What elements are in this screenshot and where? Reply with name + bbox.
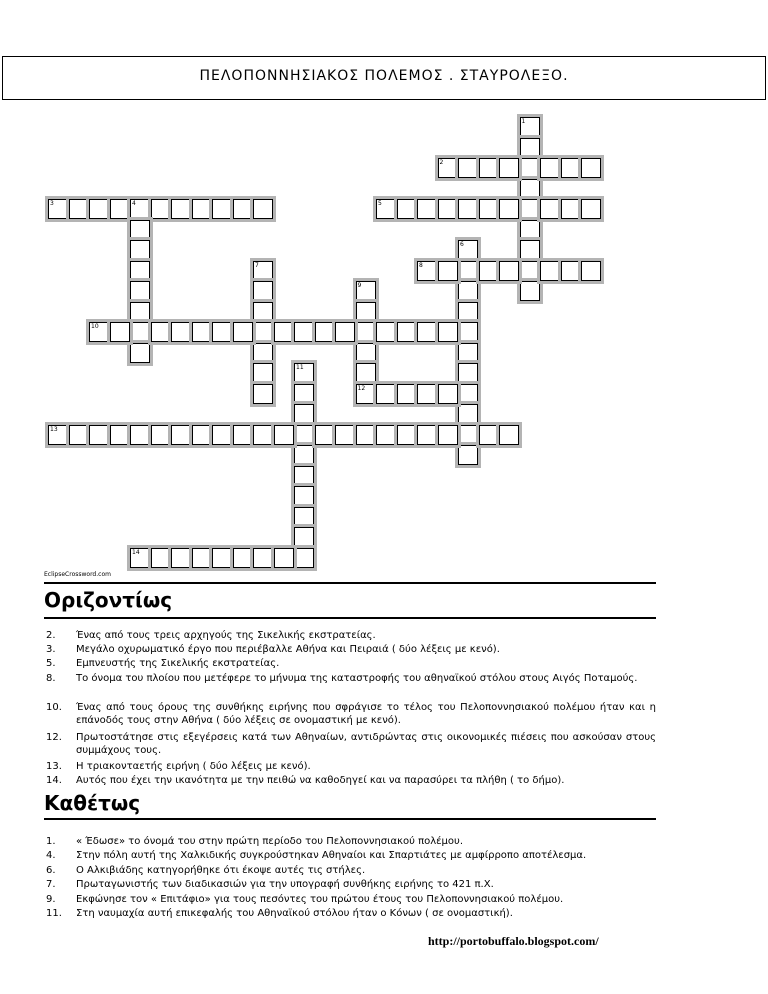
crossword-cell[interactable] xyxy=(520,220,540,240)
crossword-cell[interactable] xyxy=(192,322,212,342)
crossword-cell[interactable] xyxy=(458,302,478,322)
across-clue: 12. Πρωτοστάτησε στις εξεγέρσεις κατά των Αθηναίων, αντιδρώντας στις οικονομικές πιέσεις που ασκούσαν στους συμμάχους τους. xyxy=(46,732,656,756)
crossword-cell[interactable] xyxy=(130,240,150,260)
crossword-cell[interactable] xyxy=(233,322,253,342)
crossword-cell[interactable] xyxy=(233,425,253,445)
crossword-cell[interactable] xyxy=(438,322,458,342)
crossword-cell[interactable] xyxy=(540,158,560,178)
crossword-cell[interactable] xyxy=(212,199,232,219)
crossword-cell[interactable] xyxy=(458,261,478,281)
crossword-cell[interactable] xyxy=(130,302,150,322)
down-heading: Καθέτως xyxy=(44,791,141,815)
crossword-cell[interactable] xyxy=(376,425,396,445)
clue-number: 5 xyxy=(378,200,382,207)
crossword-cell[interactable] xyxy=(458,363,478,383)
across-clue: 5. Εμπνευστής της Σικελικής εκστρατείας. xyxy=(46,658,280,669)
crossword-cell[interactable] xyxy=(69,199,89,219)
crossword-cell[interactable] xyxy=(151,322,171,342)
crossword-cell[interactable] xyxy=(294,445,314,465)
crossword-cell[interactable] xyxy=(130,281,150,301)
crossword-cell[interactable] xyxy=(171,199,191,219)
clue-number: 12 xyxy=(357,384,366,392)
crossword-cell[interactable] xyxy=(110,199,130,219)
crossword-cell[interactable] xyxy=(458,322,478,342)
crossword-cell[interactable] xyxy=(212,548,232,568)
crossword-cell[interactable] xyxy=(212,322,232,342)
crossword-cell[interactable] xyxy=(458,199,478,219)
crossword-cell[interactable] xyxy=(130,425,150,445)
crossword-cell[interactable] xyxy=(520,138,540,158)
divider xyxy=(44,582,656,584)
clue-number: 7 xyxy=(255,261,259,269)
crossword-cell[interactable] xyxy=(397,425,417,445)
crossword-cell[interactable] xyxy=(253,548,273,568)
crossword-cell[interactable] xyxy=(130,343,150,363)
crossword-cell[interactable] xyxy=(520,240,540,260)
crossword-cell[interactable] xyxy=(438,261,458,281)
crossword-cell[interactable] xyxy=(151,199,171,219)
crossword-cell[interactable] xyxy=(294,384,314,404)
clue-number: 4 xyxy=(132,200,136,207)
crossword-cell[interactable] xyxy=(253,343,273,363)
crossword-cell[interactable] xyxy=(110,425,130,445)
crossword-cell[interactable] xyxy=(171,322,191,342)
crossword-cell[interactable] xyxy=(253,363,273,383)
crossword-cell[interactable] xyxy=(110,322,130,342)
crossword-cell[interactable] xyxy=(253,384,273,404)
down-clue: 11. Στη ναυμαχία αυτή επικεφαλής του Αθηναϊκού στόλου ήταν ο Κόνων ( σε ονομαστική). xyxy=(46,908,513,919)
crossword-cell[interactable] xyxy=(315,425,335,445)
crossword-cell[interactable] xyxy=(581,158,601,178)
across-clue: 8. Το όνομα του πλοίου που μετέφερε το μήνυμα της καταστροφής του αθηναϊκού στόλου στους Αιγός Ποταμούς. xyxy=(46,673,638,684)
crossword-cell[interactable] xyxy=(561,261,581,281)
crossword-cell[interactable] xyxy=(397,384,417,404)
crossword-cell[interactable] xyxy=(479,425,499,445)
crossword-cell[interactable] xyxy=(151,548,171,568)
crossword-cell[interactable] xyxy=(253,281,273,301)
crossword-cell[interactable] xyxy=(294,404,314,424)
divider xyxy=(44,617,656,619)
crossword-cell[interactable] xyxy=(581,199,601,219)
across-clue: 13. Η τριακονταετής ειρήνη ( δύο λέξεις με κενό). xyxy=(46,761,311,772)
crossword-cell[interactable] xyxy=(356,302,376,322)
crossword-cell[interactable] xyxy=(438,199,458,219)
crossword-cell[interactable] xyxy=(274,548,294,568)
crossword-cell[interactable] xyxy=(499,199,519,219)
crossword-cell[interactable] xyxy=(479,261,499,281)
crossword-cell[interactable] xyxy=(417,384,437,404)
crossword-cell[interactable] xyxy=(294,322,314,342)
clue-number: 13 xyxy=(50,425,58,433)
crossword-cell[interactable] xyxy=(581,261,601,281)
crossword-cell[interactable] xyxy=(294,548,314,568)
crossword-cell[interactable] xyxy=(479,158,499,178)
crossword-cell[interactable] xyxy=(253,322,273,342)
crossword-cell[interactable] xyxy=(356,425,376,445)
crossword-cell[interactable] xyxy=(458,158,478,178)
crossword-cell[interactable] xyxy=(151,425,171,445)
crossword-cell[interactable] xyxy=(397,199,417,219)
crossword-cell[interactable] xyxy=(212,425,232,445)
crossword-cell[interactable] xyxy=(520,158,540,178)
clue-number: 2 xyxy=(439,159,444,166)
crossword-cell[interactable] xyxy=(499,425,519,445)
down-clue: 1. « Έδωσε» το όνομά του στην πρώτη περίοδο του Πελοποννησιακού πολέμου. xyxy=(46,836,464,847)
clue-number: 8 xyxy=(419,261,423,269)
crossword-cell[interactable] xyxy=(438,384,458,404)
crossword-cell[interactable] xyxy=(335,322,355,342)
crossword-cell[interactable] xyxy=(438,425,458,445)
clue-number: 10 xyxy=(91,323,99,330)
clue-number: 3 xyxy=(50,200,54,207)
crossword-cell[interactable] xyxy=(561,199,581,219)
down-clue: 4. Στην πόλη αυτή της Χαλκιδικής συγκρούστηκαν Αθηναίοι και Σπαρτιάτες με αμφίρροπο αποτέλεσμα. xyxy=(46,850,587,861)
crossword-cell[interactable] xyxy=(294,486,314,506)
crossword-cell[interactable] xyxy=(130,220,150,240)
across-clue: 2. Ένας από τους τρεις αρχηγούς της Σικελικής εκστρατείας. xyxy=(46,630,376,641)
divider xyxy=(44,818,656,820)
clue-number: 11 xyxy=(296,364,304,371)
crossword-cell[interactable] xyxy=(417,322,437,342)
crossword-cell[interactable] xyxy=(561,158,581,178)
crossword-cell[interactable] xyxy=(356,322,376,342)
crossword-cell[interactable] xyxy=(253,425,273,445)
crossword-cell[interactable] xyxy=(274,322,294,342)
crossword-cell[interactable] xyxy=(520,179,540,199)
crossword-cell[interactable] xyxy=(130,261,150,281)
crossword-cell[interactable] xyxy=(499,158,519,178)
crossword-cell[interactable] xyxy=(356,343,376,363)
crossword-cell[interactable] xyxy=(192,548,212,568)
crossword-cell[interactable] xyxy=(458,425,478,445)
crossword-cell[interactable] xyxy=(294,507,314,527)
crossword-cell[interactable] xyxy=(540,199,560,219)
crossword-cell[interactable] xyxy=(192,425,212,445)
down-clue: 7. Πρωταγωνιστής των διαδικασιών για την υπογραφή συνθήκης ειρήνης το 421 π.Χ. xyxy=(46,879,494,890)
crossword-cell[interactable] xyxy=(171,548,191,568)
crossword-cell[interactable] xyxy=(253,302,273,322)
crossword-cell[interactable] xyxy=(479,199,499,219)
crossword-cell[interactable] xyxy=(89,425,109,445)
crossword-cell[interactable] xyxy=(171,425,191,445)
crossword-cell[interactable] xyxy=(315,322,335,342)
crossword-cell[interactable] xyxy=(253,199,273,219)
crossword-cell[interactable] xyxy=(356,363,376,383)
crossword-cell[interactable] xyxy=(335,425,355,445)
crossword-cell[interactable] xyxy=(233,199,253,219)
crossword-cell[interactable] xyxy=(458,343,478,363)
crossword-cell[interactable] xyxy=(417,199,437,219)
down-clue: 9. Εκφώνησε τον « Επιτάφιο» για τους πεσόντες του πρώτου έτους του Πελοποννησιακού πολέμου. xyxy=(46,894,564,905)
across-clue: 14. Αυτός που έχει την ικανότητα με την πειθώ να καθοδηγεί και να παρασύρει τα πλήθη ( το δήμο). xyxy=(46,775,565,786)
crossword-cell[interactable] xyxy=(520,261,540,281)
across-heading: Οριζοντίως xyxy=(44,588,173,612)
page-title: ΠΕΛΟΠΟΝΝΗΣΙΑΚΟΣ ΠΟΛΕΜΟΣ . ΣΤΑΥΡΟΛΕΞΟ. xyxy=(199,68,569,84)
crossword-cell[interactable] xyxy=(89,199,109,219)
clue-number: 14 xyxy=(132,548,140,556)
credit-label: EclipseCrossword.com xyxy=(44,571,111,578)
crossword-cell[interactable] xyxy=(458,281,478,301)
footer-link[interactable]: http://portobuffalo.blogspot.com/ xyxy=(428,934,599,948)
clue-number: 9 xyxy=(357,282,362,289)
crossword-cell[interactable] xyxy=(520,199,540,219)
across-clue: 3. Μεγάλο οχυρωματικό έργο που περιέβαλλε Αθήνα και Πειραιά ( δύο λέξεις με κενό). xyxy=(46,644,500,655)
crossword-cell[interactable] xyxy=(69,425,89,445)
clue-number: 1 xyxy=(521,118,526,125)
crossword-cell[interactable] xyxy=(376,322,396,342)
across-clue: 10. Ένας από τους όρους της συνθήκης ειρήνης που σφράγισε το τέλος του Πελοποννησιακού πολέμου ήταν και η επάνοδός τους στην Αθήνα ( δύο λέξεις σε ονομαστική με κενό). xyxy=(46,702,656,726)
crossword-cell[interactable] xyxy=(540,261,560,281)
crossword-cell[interactable] xyxy=(233,548,253,568)
crossword-cell[interactable] xyxy=(520,281,540,301)
crossword-cell[interactable] xyxy=(376,384,396,404)
crossword-cell[interactable] xyxy=(130,322,150,342)
crossword-cell[interactable] xyxy=(458,404,478,424)
crossword-cell[interactable] xyxy=(458,445,478,465)
crossword-cell[interactable] xyxy=(417,425,437,445)
clue-number: 6 xyxy=(460,241,464,248)
crossword-cell[interactable] xyxy=(294,425,314,445)
crossword-cell[interactable] xyxy=(294,466,314,486)
crossword-cell[interactable] xyxy=(499,261,519,281)
crossword-cell[interactable] xyxy=(397,322,417,342)
crossword-cell[interactable] xyxy=(274,425,294,445)
down-clue: 6. Ο Αλκιβιάδης κατηγορήθηκε ότι έκοψε αυτές τις στήλες. xyxy=(46,865,366,876)
crossword-cell[interactable] xyxy=(294,527,314,547)
crossword-cell[interactable] xyxy=(458,384,478,404)
crossword-cell[interactable] xyxy=(192,199,212,219)
